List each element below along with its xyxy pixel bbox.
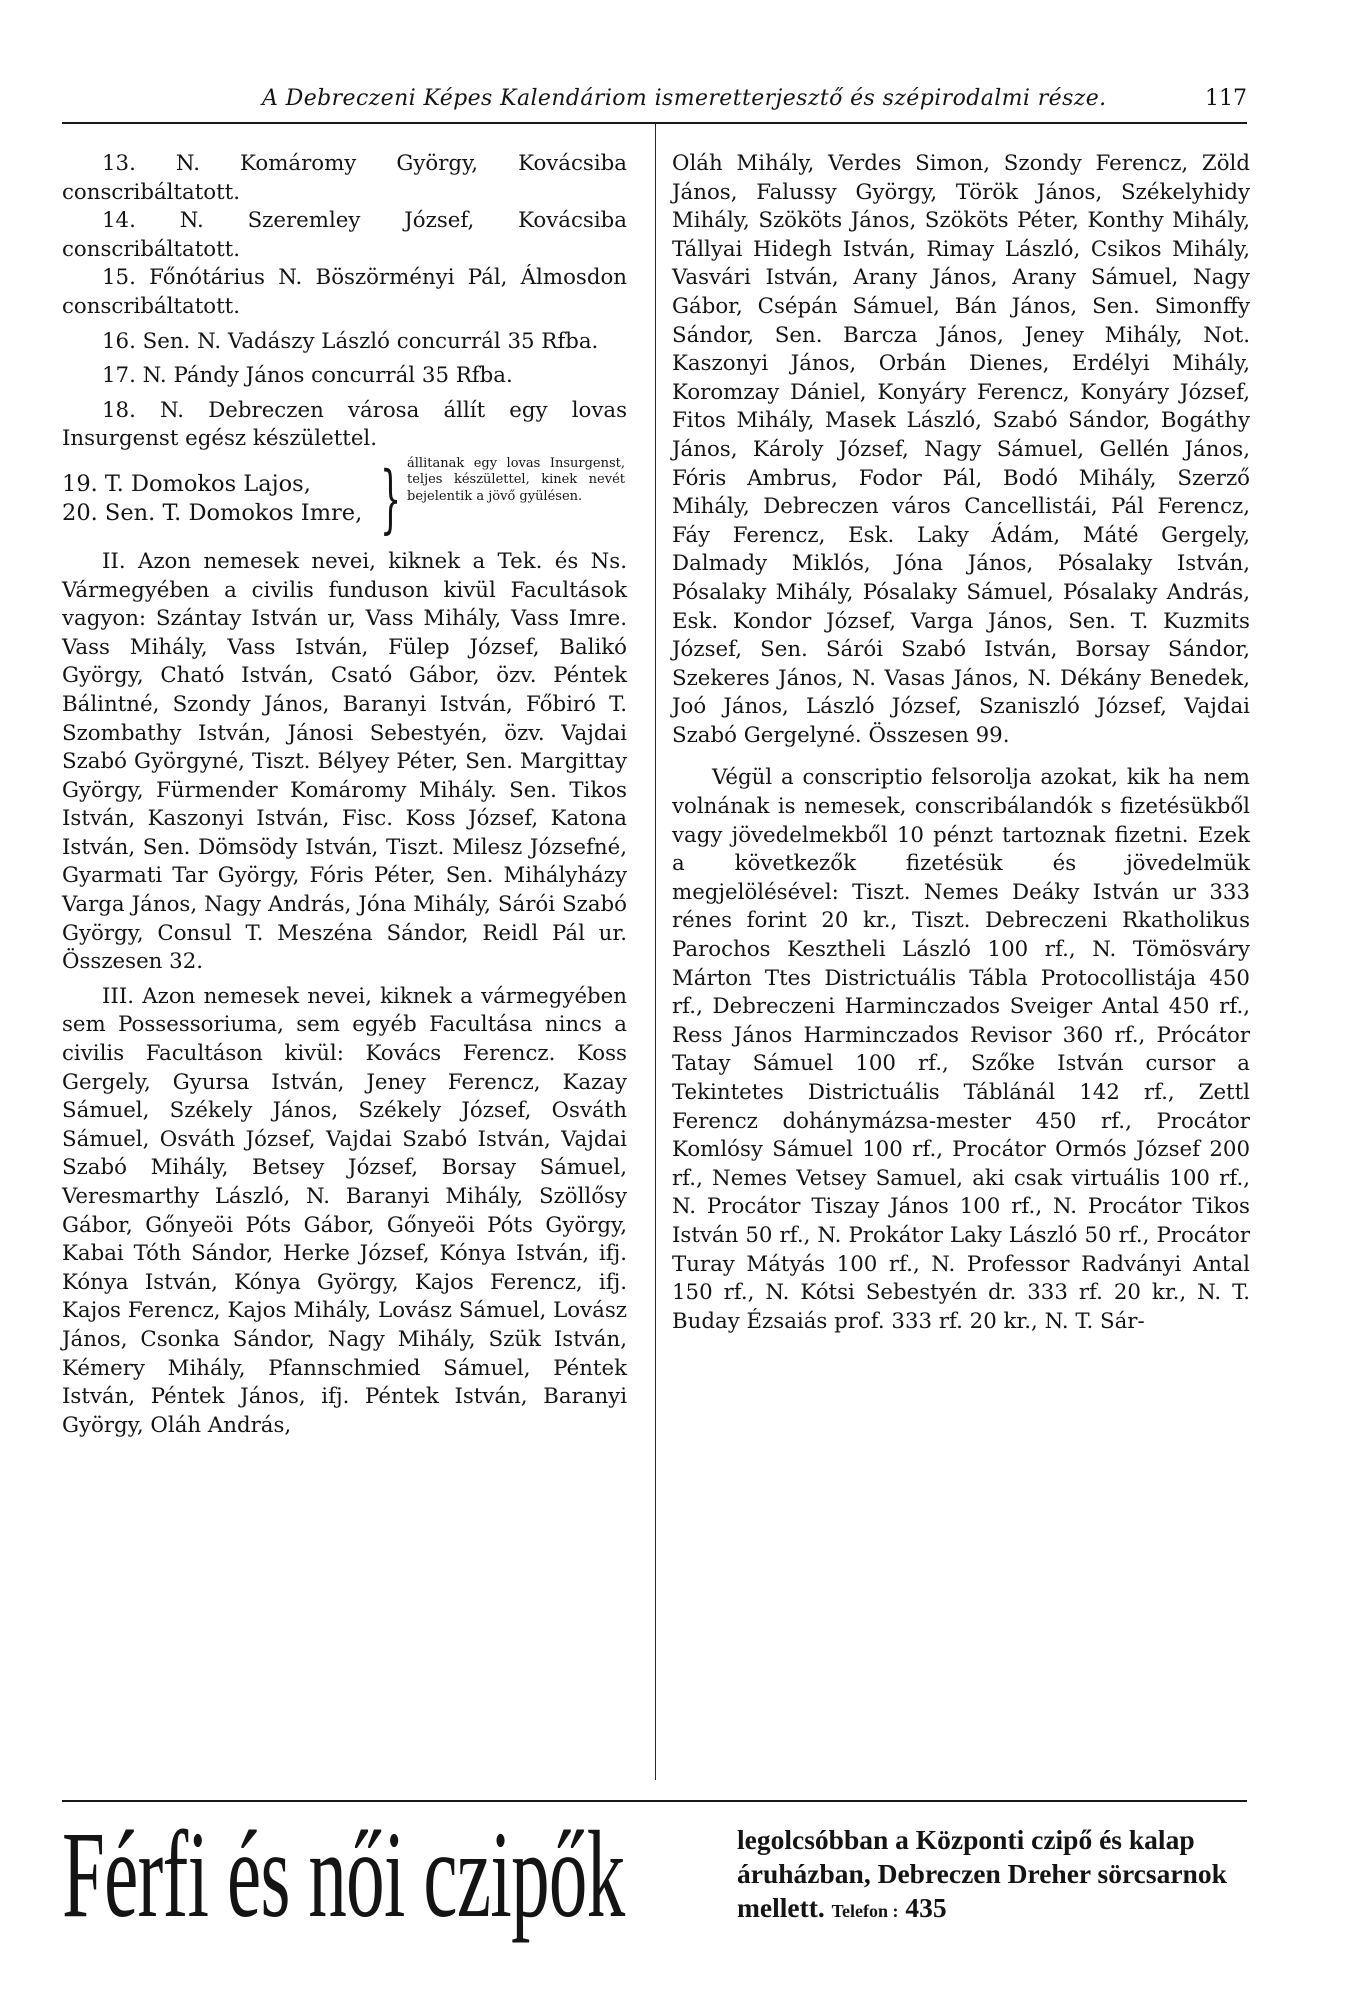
running-header-title: A Debreczeni Képes Kalendáriom ismeretterjesztő és szépirodalmi része. [262,86,1107,111]
braced-note: állitanak egy lovas Insurgenst, teljes készülettel, kinek nevét bejelentik a jövő gyülésen. [407,455,625,504]
advertisement-text: legolcsóbban a Központi czipő és kalap áruházban, Debreczen Dreher sörcsarnok mellett. [737,1824,1227,1923]
list-item: 13. N. Komáromy György, Kovácsiba conscribáltatott. [62,151,627,205]
advertisement-details [737,1823,1247,1928]
list-item: 15. Főnótárius N. Böszörményi Pál, Álmosdon conscribáltatott. [62,265,627,319]
list-item: 18. N. Debreczen városa állít egy lovas Insurgenst egész készülettel. [62,397,627,452]
curly-brace-icon: } [380,455,402,542]
list-item: 17. N. Pándy János concurrál 35 Rfba. [102,363,513,389]
telephone-label: Telefon : [831,1901,899,1921]
list-item: 20. Sen. T. Domokos Imre, [62,499,363,526]
column-divider [655,124,656,1780]
list-item: 16. Sen. N. Vadászy László concurrál 35 Rfba. [102,328,599,354]
names-continuation-paragraph: Oláh Mihály, Verdes Simon, Szondy Ferencz, Zöld János, Falussy György, Török János, Székelyhidy Mihály, Szököts János, Szököts Péter, Konthy Mihály, Tállyai Hidegh István, Rimay László, Csikos Mihály, Vasvári István, Arany János, Arany Sámuel, Nagy Gábor, Csépán Sámuel, Bán János, Sen. Simonffy Sándor, Sen. Barcza János, Jeney Mihály, Not. Kaszonyi János, Orbán Dienes, Erdélyi Mihály, Koromzay Dániel, Konyáry Ferencz, Konyáry József, Fitos Mihály, Masek László, Szabó Sándor, Bogáthy János, Károly József, Nagy Sámuel, Gellén János, Fóris Ambrus, Fodor Pál, Bodó Mihály, Szerző Mihály, Debreczen város Cancellistái, Pál Ferencz, Fáy Ferencz, Esk. Laky Ádám, Máté Gergely, Dalmady Miklós, Jóna János, Pósalaky István, Pósalaky Mihály, Pósalaky Sámuel, Pósalaky András, Esk. Kondor József, Varga János, Sen. T. Kuzmits József, Sen. Sárói Szabó István, Borsay Sándor, Szekeres János, N. Vasas János, N. Dékány Benedek, Joó János, László József, Szaniszló József, Vajdai Szabó Gergelyné. Összesen 99. [672,151,1250,748]
braced-names [62,470,362,528]
advertisement-rule [62,1800,1247,1802]
list-item: 14. N. Szeremley József, Kovácsiba conscribáltatott. [62,208,627,262]
section-ii-paragraph: II. Azon nemesek nevei, kiknek a Tek. és Ns. Vármegyében a civilis funduson kivül Facultások vagyon: Szántay István ur, Vass Mihály, Vass Imre. Vass Mihály, Vass István, Fülep József, Balikó György, Cható István, Csató Gábor, özv. Péntek Bálintné, Szondy János, Baranyi István, Főbiró T. Szombathy István, Jánosi Sebestyén, özv. Vajdai Szabó Györgyné, Tiszt. Bélyey Péter, Sen. Margittay György, Fürmender Komáromy Mihály. Sen. Tikos István, Kaszonyi István, Fisc. Koss József, Katona István, Sen. Dömsödy István, Tiszt. Milesz Józsefné, Gyarmati Tar György, Fóris Péter, Sen. Mihályházy Varga János, Nagy András, Jóna Mihály, Sárói Szabó György, Consul T. Meszéna Sándor, Reidl Pál ur. Összesen 32. [62,548,627,975]
advertisement [62,1806,1247,1955]
list-item: 19. T. Domokos Lajos, [62,470,311,497]
page-number: 117 [1205,86,1247,111]
running-header [62,86,1247,120]
final-paragraph: Végül a conscriptio felsorolja azokat, kik ha nem volnának is nemesek, conscribálandók s fizetésükből vagy jövedelmekből 10 pénzt tartoznak fizetni. Ezek a következők fizetésük és jövedelmük megjelölésével: Tiszt. Nemes Deáky István ur 333 rénes forint 20 kr., Tiszt. Debreczeni Rkatholikus Parochos Keszthelі László 100 rf., N. Tömösváry Márton Ttes Districtuális Tábla Protocollistája 450 rf., Debreczeni Harminczados Sveiger Antal 450 rf., Ress János Harminczados Revisor 360 rf., Prócátor Tatay Sámuel 100 rf., Szőke István cursor a Tekintetes Districtuális Táblánál 142 rf., Zettl Ferencz dohánymázsa-mester 450 rf., Procátor Komlósy Sámuel 100 rf., Procátor Ormós József 200 rf., Nemes Vetsey Samuel, aki csak virtuális 100 rf., N. Procátor Tiszay János 100 rf., N. Procátor Tikos István 50 rf., N. Prokátor Laky László 50 rf., Procátor Turay Mátyás 100 rf., N. Professor Radványi Antal 150 rf., N. Kótsi Sebestyén dr. 333 rf. 20 kr., N. T. Buday Ézsaiás prof. 333 rf. 20 kr., N. T. Sár- [672,765,1250,1334]
right-column [672,150,1250,1336]
advertisement-headline: Férfi és női czipők [62,1806,625,1943]
telephone-number: 435 [905,1892,947,1923]
section-iii-paragraph: III. Azon nemesek nevei, kiknek a vármegyében sem Possessoriuma, sem egyéb Facultása nincs a civilis Facultáson kivül: Kovács Ferencz. Koss Gergely, Gyursa István, Jeney Ferencz, Kazay Sámuel, Székely János, Székely József, Osváth Sámuel, Osváth József, Vajdai Szabó István, Vajdai Szabó Mihály, Betsey József, Borsay Sámuel, Veresmarthy László, N. Baranyi Mihály, Szöllősy Gábor, Gőnyeöi Póts Gábor, Gőnyeöi Póts György, Kabai Tóth Sándor, Herke József, Kónya István, ifj. Kónya István, Kónya György, Kajos Ferencz, ifj. Kajos Ferencz, Kajos Mihály, Lovász Sámuel, Lovász János, Csonka Sándor, Nagy Mihály, Szük István, Kémery Mihály, Pfannschmied Sámuel, Péntek István, Péntek János, ifj. Péntek István, Baranyi György, Oláh András, [62,983,627,1438]
braced-entry [62,456,627,542]
left-column [62,150,627,1440]
